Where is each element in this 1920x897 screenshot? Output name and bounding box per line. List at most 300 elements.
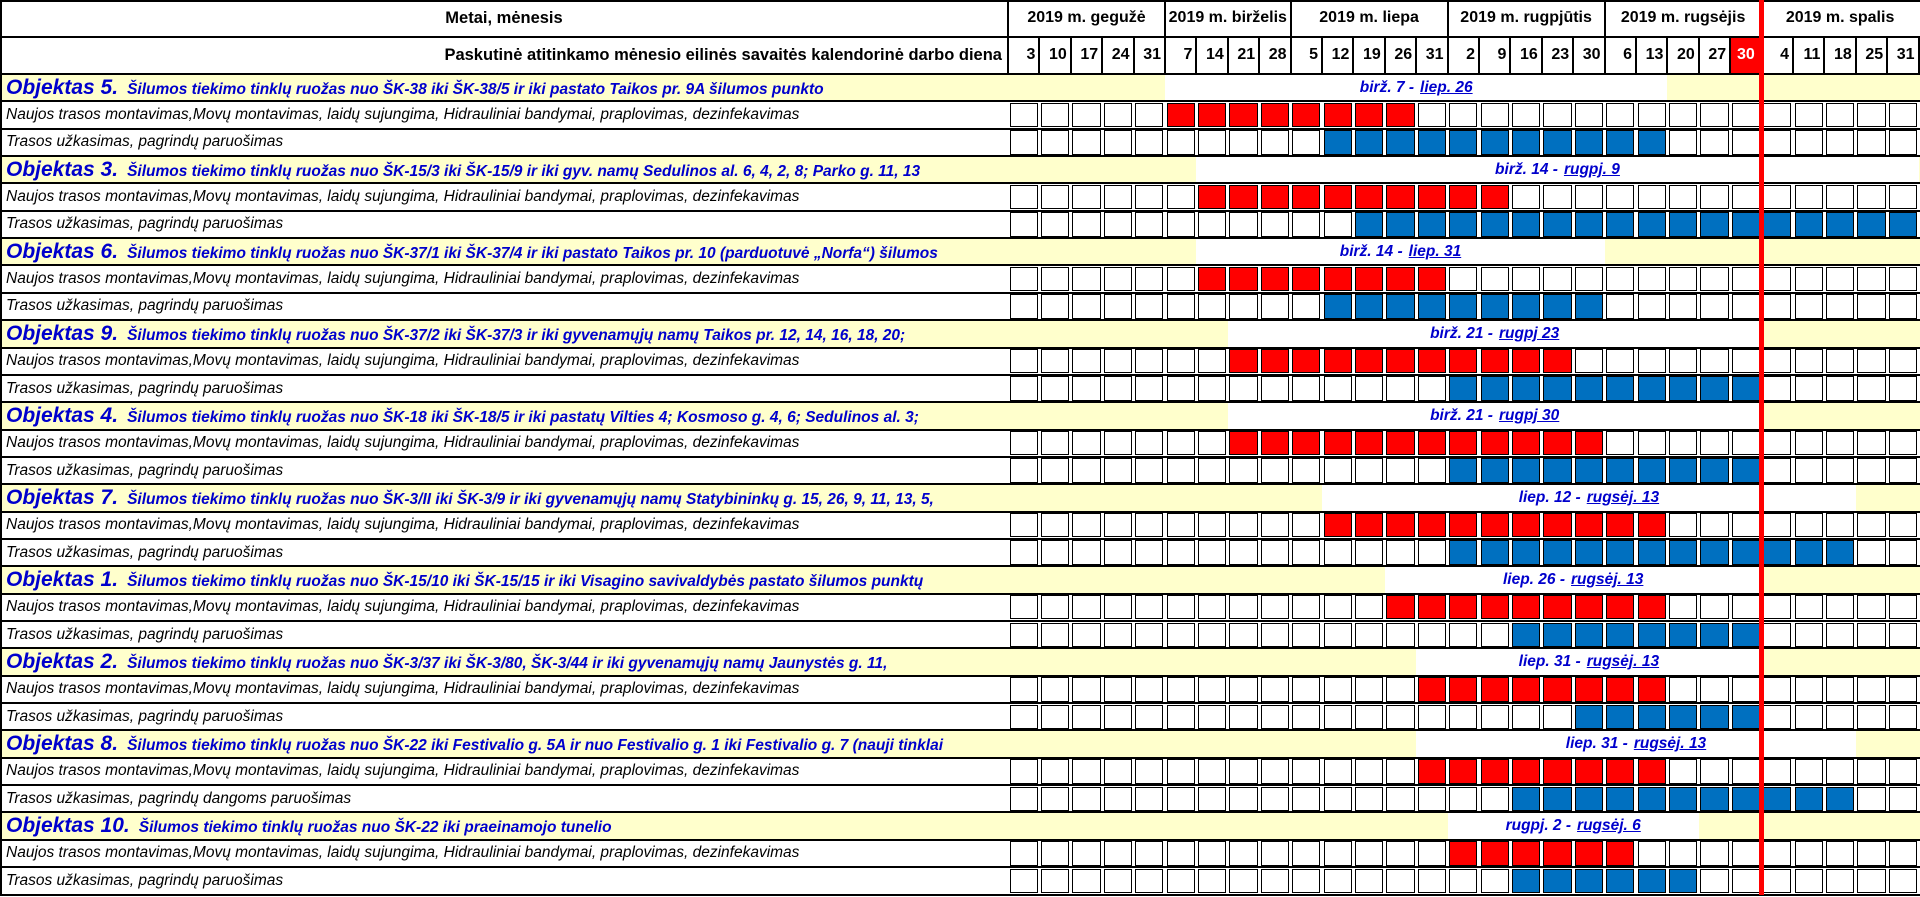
- gantt-cell: [1261, 787, 1289, 811]
- gantt-cell: [1167, 103, 1195, 127]
- gantt-cell: [1763, 513, 1791, 537]
- gantt-cell: [1355, 103, 1383, 127]
- gantt-cell: [1638, 787, 1666, 811]
- grid-line: [0, 811, 1920, 813]
- gantt-cell: [1041, 431, 1069, 455]
- day-number: 23: [1551, 46, 1570, 63]
- gantt-cell: [1010, 212, 1038, 236]
- object-date-range: [1416, 648, 1761, 675]
- gantt-cell: [1889, 458, 1917, 482]
- grid-line: [0, 128, 1920, 130]
- gantt-cell: [1857, 705, 1885, 729]
- gantt-cell: [1386, 759, 1414, 783]
- gantt-cell: [1700, 458, 1728, 482]
- gantt-cell: [1167, 431, 1195, 455]
- gantt-cell: [1261, 869, 1289, 893]
- gantt-cell: [1386, 595, 1414, 619]
- gantt-cell: [1826, 212, 1854, 236]
- gantt-cell: [1826, 349, 1854, 373]
- gantt-cell: [1292, 376, 1320, 400]
- gantt-cell: [1763, 349, 1791, 373]
- grid-line: [1886, 36, 1888, 74]
- gantt-cell: [1010, 869, 1038, 893]
- gantt-cell: [1606, 349, 1634, 373]
- today-marker-line: [1759, 0, 1764, 895]
- grid-line: [1823, 36, 1825, 74]
- gantt-cell: [1638, 349, 1666, 373]
- gantt-cell: [1355, 623, 1383, 647]
- range-end: rugsėj. 13: [1586, 653, 1660, 671]
- gantt-cell: [1857, 349, 1885, 373]
- gantt-cell: [1324, 349, 1352, 373]
- gantt-cell: [1010, 458, 1038, 482]
- gantt-cell: [1763, 540, 1791, 564]
- gantt-cell: [1198, 869, 1226, 893]
- gantt-cell: [1072, 540, 1100, 564]
- gantt-cell: [1261, 431, 1289, 455]
- gantt-cell: [1229, 130, 1257, 154]
- gantt-cell: [1481, 294, 1509, 318]
- gantt-cell: [1575, 349, 1603, 373]
- object-title: [6, 76, 824, 101]
- gantt-cell: [1292, 431, 1320, 455]
- gantt-cell: [1512, 705, 1540, 729]
- grid-line: [0, 729, 1920, 731]
- gantt-cell: [1512, 595, 1540, 619]
- grid-line: [0, 483, 1920, 485]
- day-number: 27: [1708, 46, 1727, 63]
- gantt-cell: [1229, 212, 1257, 236]
- object-description: Šilumos tiekimo tinklų ruožas nuo ŠK-22 iki praeinamojo tunelio: [138, 819, 612, 837]
- gantt-cell: [1543, 759, 1571, 783]
- days-header-label: Paskutinė atitinkamo mėnesio eilinės savaitės kalendorinė darbo diena: [444, 45, 1002, 64]
- gantt-cell: [1261, 759, 1289, 783]
- gantt-cell: [1292, 212, 1320, 236]
- gantt-cell: [1292, 623, 1320, 647]
- gantt-cell: [1135, 376, 1163, 400]
- gantt-cell: [1889, 705, 1917, 729]
- gantt-cell: [1889, 376, 1917, 400]
- gantt-cell: [1041, 212, 1069, 236]
- gantt-cell: [1795, 869, 1823, 893]
- gantt-cell: [1826, 869, 1854, 893]
- gantt-cell: [1449, 130, 1477, 154]
- gantt-cell: [1167, 677, 1195, 701]
- months-header-label: Metai, mėnesis: [445, 8, 563, 27]
- gantt-cell: [1324, 376, 1352, 400]
- gantt-cell: [1795, 513, 1823, 537]
- gantt-cell: [1355, 294, 1383, 318]
- gantt-cell: [1072, 212, 1100, 236]
- gantt-cell: [1575, 513, 1603, 537]
- gantt-cell: [1512, 376, 1540, 400]
- gantt-cell: [1575, 458, 1603, 482]
- gantt-cell: [1700, 267, 1728, 291]
- gantt-cell: [1041, 185, 1069, 209]
- day-number: 31: [1425, 46, 1444, 63]
- gantt-cell: [1449, 376, 1477, 400]
- gantt-cell: [1481, 212, 1509, 236]
- gantt-cell: [1857, 513, 1885, 537]
- object-description: Šilumos tiekimo tinklų ruožas nuo ŠK-15/10 iki ŠK-15/15 ir iki Visagino savivaldybės pastato šilumos punktų: [127, 573, 924, 591]
- gantt-cell: [1041, 677, 1069, 701]
- gantt-cell: [1355, 349, 1383, 373]
- gantt-cell: [1135, 103, 1163, 127]
- gantt-cell: [1606, 185, 1634, 209]
- grid-line: [0, 429, 1920, 431]
- object-date-range: [1196, 238, 1604, 265]
- grid-line: [0, 0, 2, 895]
- gantt-cell: [1763, 376, 1791, 400]
- object-name: Objektas 5.: [6, 76, 119, 99]
- gantt-cell: [1104, 869, 1132, 893]
- gantt-cell: [1261, 677, 1289, 701]
- object-date-range: [1196, 156, 1918, 183]
- range-start: birž. 21 -: [1430, 406, 1493, 424]
- range-end: rugsėj. 13: [1586, 488, 1660, 506]
- day-number: 12: [1331, 46, 1350, 63]
- gantt-cell: [1104, 267, 1132, 291]
- day-number: 28: [1268, 46, 1287, 63]
- gantt-cell: [1889, 267, 1917, 291]
- gantt-cell: [1575, 431, 1603, 455]
- grid-line: [1918, 36, 1920, 74]
- gantt-cell: [1857, 677, 1885, 701]
- range-start: liep. 31 -: [1565, 735, 1628, 753]
- gantt-cell: [1104, 540, 1132, 564]
- gantt-cell: [1795, 787, 1823, 811]
- gantt-cell: [1010, 705, 1038, 729]
- gantt-cell: [1198, 540, 1226, 564]
- object-name: Objektas 2.: [6, 650, 119, 674]
- gantt-cell: [1418, 759, 1446, 783]
- gantt-cell: [1198, 130, 1226, 154]
- gantt-cell: [1324, 431, 1352, 455]
- gantt-cell: [1575, 185, 1603, 209]
- gantt-cell: [1857, 267, 1885, 291]
- gantt-cell: [1324, 458, 1352, 482]
- object-description: Šilumos tiekimo tinklų ruožas nuo ŠK-3/37 iki ŠK-3/80, ŠK-3/44 ir iki gyvenamųjų namų Jaunystės g. 11,: [127, 655, 888, 673]
- grid-line: [0, 511, 1920, 513]
- gantt-cell: [1857, 869, 1885, 893]
- gantt-cell: [1700, 540, 1728, 564]
- gantt-cell: [1575, 540, 1603, 564]
- gantt-cell: [1072, 513, 1100, 537]
- gantt-cell: [1512, 294, 1540, 318]
- gantt-cell: [1700, 103, 1728, 127]
- day-number: 18: [1833, 46, 1852, 63]
- grid-line: [1635, 36, 1637, 74]
- gantt-cell: [1481, 595, 1509, 619]
- grid-line: [0, 36, 1920, 38]
- gantt-cell: [1229, 431, 1257, 455]
- gantt-cell: [1418, 212, 1446, 236]
- gantt-cell: [1135, 185, 1163, 209]
- gantt-cell: [1826, 841, 1854, 865]
- gantt-cell: [1481, 841, 1509, 865]
- day-number: 11: [1803, 46, 1821, 63]
- gantt-cell: [1292, 705, 1320, 729]
- day-number: 4: [1780, 46, 1789, 63]
- gantt-cell: [1669, 677, 1697, 701]
- gantt-cell: [1198, 841, 1226, 865]
- gantt-cell: [1512, 540, 1540, 564]
- day-number: 3: [1026, 46, 1036, 63]
- gantt-cell: [1355, 376, 1383, 400]
- gantt-cell: [1512, 677, 1540, 701]
- gantt-cell: [1857, 130, 1885, 154]
- gantt-cell: [1795, 267, 1823, 291]
- gantt-cell: [1449, 869, 1477, 893]
- gantt-cell: [1386, 540, 1414, 564]
- gantt-cell: [1167, 841, 1195, 865]
- gantt-cell: [1355, 458, 1383, 482]
- gantt-cell: [1889, 787, 1917, 811]
- gantt-cell: [1135, 212, 1163, 236]
- gantt-cell: [1857, 841, 1885, 865]
- day-number: 14: [1205, 46, 1224, 63]
- gantt-cell: [1229, 513, 1257, 537]
- gantt-cell: [1198, 103, 1226, 127]
- gantt-cell: [1857, 376, 1885, 400]
- gantt-cell: [1104, 841, 1132, 865]
- gantt-cell: [1135, 458, 1163, 482]
- gantt-cell: [1449, 540, 1477, 564]
- gantt-cell: [1669, 349, 1697, 373]
- day-number: 30: [1730, 36, 1761, 74]
- gantt-cell: [1449, 623, 1477, 647]
- gantt-cell: [1418, 185, 1446, 209]
- object-title: [6, 568, 923, 593]
- gantt-cell: [1795, 294, 1823, 318]
- gantt-cell: [1669, 759, 1697, 783]
- gantt-cell: [1104, 705, 1132, 729]
- gantt-cell: [1072, 185, 1100, 209]
- task-label: Naujos trasos montavimas,Movų montavimas, laidų sujungima, Hidrauliniai bandymai, praplovimas, dezinfekavimas: [6, 762, 800, 780]
- gantt-cell: [1606, 103, 1634, 127]
- day-number: 17: [1080, 46, 1099, 63]
- gantt-cell: [1543, 267, 1571, 291]
- gantt-cell: [1386, 705, 1414, 729]
- gantt-cell: [1857, 431, 1885, 455]
- grid-line: [1415, 36, 1417, 74]
- gantt-cell: [1167, 294, 1195, 318]
- gantt-cell: [1198, 759, 1226, 783]
- range-end: rugpj. 9: [1563, 160, 1620, 178]
- gantt-cell: [1229, 841, 1257, 865]
- gantt-cell: [1292, 540, 1320, 564]
- gantt-cell: [1795, 376, 1823, 400]
- gantt-cell: [1449, 103, 1477, 127]
- gantt-cell: [1072, 349, 1100, 373]
- gantt-cell: [1010, 759, 1038, 783]
- gantt-cell: [1481, 759, 1509, 783]
- task-label: Trasos užkasimas, pagrindų paruošimas: [6, 707, 284, 725]
- gantt-cell: [1575, 103, 1603, 127]
- gantt-cell: [1041, 130, 1069, 154]
- day-number: 16: [1519, 46, 1538, 63]
- gantt-cell: [1292, 458, 1320, 482]
- gantt-cell: [1229, 185, 1257, 209]
- gantt-cell: [1167, 705, 1195, 729]
- day-number: 31: [1896, 46, 1915, 63]
- gantt-cell: [1167, 212, 1195, 236]
- object-date-range: [1165, 74, 1667, 101]
- object-description: Šilumos tiekimo tinklų ruožas nuo ŠK-37/2 iki ŠK-37/3 ir iki gyvenamųjų namų Taikos pr. 12, 14, 16, 18, 20;: [127, 327, 906, 345]
- gantt-cell: [1889, 623, 1917, 647]
- month-label: 2019 m. birželis: [1168, 9, 1287, 26]
- gantt-cell: [1700, 294, 1728, 318]
- gantt-cell: [1700, 130, 1728, 154]
- gantt-cell: [1418, 513, 1446, 537]
- gantt-cell: [1449, 759, 1477, 783]
- object-name: Objektas 3.: [6, 158, 119, 182]
- gantt-cell: [1575, 212, 1603, 236]
- gantt-cell: [1167, 349, 1195, 373]
- grid-line: [1666, 36, 1668, 74]
- gantt-cell: [1229, 705, 1257, 729]
- gantt-cell: [1795, 759, 1823, 783]
- grid-line: [0, 565, 1920, 567]
- gantt-cell: [1010, 103, 1038, 127]
- gantt-cell: [1700, 212, 1728, 236]
- gantt-cell: [1575, 130, 1603, 154]
- gantt-cell: [1795, 623, 1823, 647]
- day-number: 25: [1865, 46, 1884, 63]
- range-end: rugsėj. 6: [1577, 817, 1641, 835]
- gantt-cell: [1889, 677, 1917, 701]
- gantt-cell: [1669, 869, 1697, 893]
- gantt-cell: [1355, 185, 1383, 209]
- gantt-cell: [1638, 595, 1666, 619]
- gantt-cell: [1543, 212, 1571, 236]
- gantt-cell: [1292, 787, 1320, 811]
- gantt-cell: [1449, 294, 1477, 318]
- gantt-cell: [1889, 513, 1917, 537]
- gantt-cell: [1167, 787, 1195, 811]
- gantt-cell: [1041, 294, 1069, 318]
- gantt-cell: [1418, 677, 1446, 701]
- object-description: Šilumos tiekimo tinklų ruožas nuo ŠK-38 iki ŠK-38/5 ir iki pastato Taikos pr. 9A šilumos punkto: [127, 81, 824, 98]
- gantt-cell: [1889, 185, 1917, 209]
- gantt-cell: [1481, 185, 1509, 209]
- gantt-cell: [1669, 130, 1697, 154]
- gantt-cell: [1010, 841, 1038, 865]
- grid-line: [0, 237, 1920, 239]
- month-label: 2019 m. rugpjūtis: [1460, 9, 1592, 26]
- gantt-cell: [1575, 841, 1603, 865]
- gantt-cell: [1481, 458, 1509, 482]
- gantt-cell: [1292, 677, 1320, 701]
- gantt-cell: [1543, 458, 1571, 482]
- gantt-cell: [1198, 595, 1226, 619]
- gantt-cell: [1167, 540, 1195, 564]
- gantt-cell: [1889, 595, 1917, 619]
- gantt-cell: [1575, 787, 1603, 811]
- gantt-cell: [1229, 540, 1257, 564]
- gantt-cell: [1606, 458, 1634, 482]
- grid-line: [1384, 36, 1386, 74]
- gantt-cell: [1418, 841, 1446, 865]
- gantt-cell: [1795, 185, 1823, 209]
- gantt-cell: [1669, 458, 1697, 482]
- gantt-cell: [1512, 103, 1540, 127]
- grid-line: [0, 182, 1920, 184]
- object-date-range: [1448, 812, 1699, 839]
- gantt-cell: [1512, 841, 1540, 865]
- gantt-cell: [1418, 267, 1446, 291]
- range-end: rugpj 30: [1498, 406, 1560, 424]
- gantt-cell: [1826, 458, 1854, 482]
- gantt-cell: [1198, 212, 1226, 236]
- gantt-cell: [1763, 130, 1791, 154]
- gantt-cell: [1198, 705, 1226, 729]
- gantt-cell: [1669, 212, 1697, 236]
- gantt-cell: [1575, 869, 1603, 893]
- day-number: 21: [1237, 46, 1256, 63]
- gantt-cell: [1167, 267, 1195, 291]
- gantt-cell: [1261, 376, 1289, 400]
- task-label: Naujos trasos montavimas,Movų montavimas, laidų sujungima, Hidrauliniai bandymai, praplovimas, dezinfekavimas: [6, 270, 800, 288]
- gantt-cell: [1512, 349, 1540, 373]
- range-start: birž. 7 -: [1359, 78, 1415, 96]
- gantt-cell: [1606, 513, 1634, 537]
- gantt-cell: [1355, 130, 1383, 154]
- gantt-cell: [1606, 841, 1634, 865]
- gantt-cell: [1292, 513, 1320, 537]
- grid-line: [0, 593, 1920, 595]
- gantt-cell: [1795, 349, 1823, 373]
- gantt-cell: [1386, 677, 1414, 701]
- gantt-cell: [1324, 185, 1352, 209]
- object-title: [6, 814, 612, 839]
- gantt-cell: [1669, 595, 1697, 619]
- gantt-cell: [1167, 869, 1195, 893]
- gantt-cell: [1324, 540, 1352, 564]
- gantt-cell: [1669, 787, 1697, 811]
- gantt-cell: [1261, 130, 1289, 154]
- gantt-cell: [1481, 677, 1509, 701]
- gantt-cell: [1072, 458, 1100, 482]
- gantt-cell: [1512, 787, 1540, 811]
- gantt-cell: [1104, 103, 1132, 127]
- gantt-cell: [1324, 705, 1352, 729]
- gantt-cell: [1795, 705, 1823, 729]
- day-number: 20: [1676, 46, 1695, 63]
- gantt-cell: [1229, 869, 1257, 893]
- gantt-cell: [1732, 623, 1760, 647]
- gantt-cell: [1889, 431, 1917, 455]
- task-label: Trasos užkasimas, pagrindų paruošimas: [6, 379, 284, 397]
- gantt-cell: [1041, 595, 1069, 619]
- gantt-cell: [1700, 185, 1728, 209]
- gantt-cell: [1261, 103, 1289, 127]
- gantt-cell: [1292, 759, 1320, 783]
- gantt-cell: [1167, 376, 1195, 400]
- range-start: liep. 26 -: [1502, 570, 1566, 588]
- gantt-cell: [1638, 841, 1666, 865]
- gantt-cell: [1355, 677, 1383, 701]
- gantt-cell: [1575, 376, 1603, 400]
- object-name: Objektas 9.: [6, 322, 119, 346]
- gantt-cell: [1857, 540, 1885, 564]
- gantt-cell: [1229, 759, 1257, 783]
- gantt-cell: [1481, 130, 1509, 154]
- gantt-cell: [1292, 294, 1320, 318]
- gantt-cell: [1732, 787, 1760, 811]
- gantt-cell: [1606, 267, 1634, 291]
- gantt-cell: [1292, 267, 1320, 291]
